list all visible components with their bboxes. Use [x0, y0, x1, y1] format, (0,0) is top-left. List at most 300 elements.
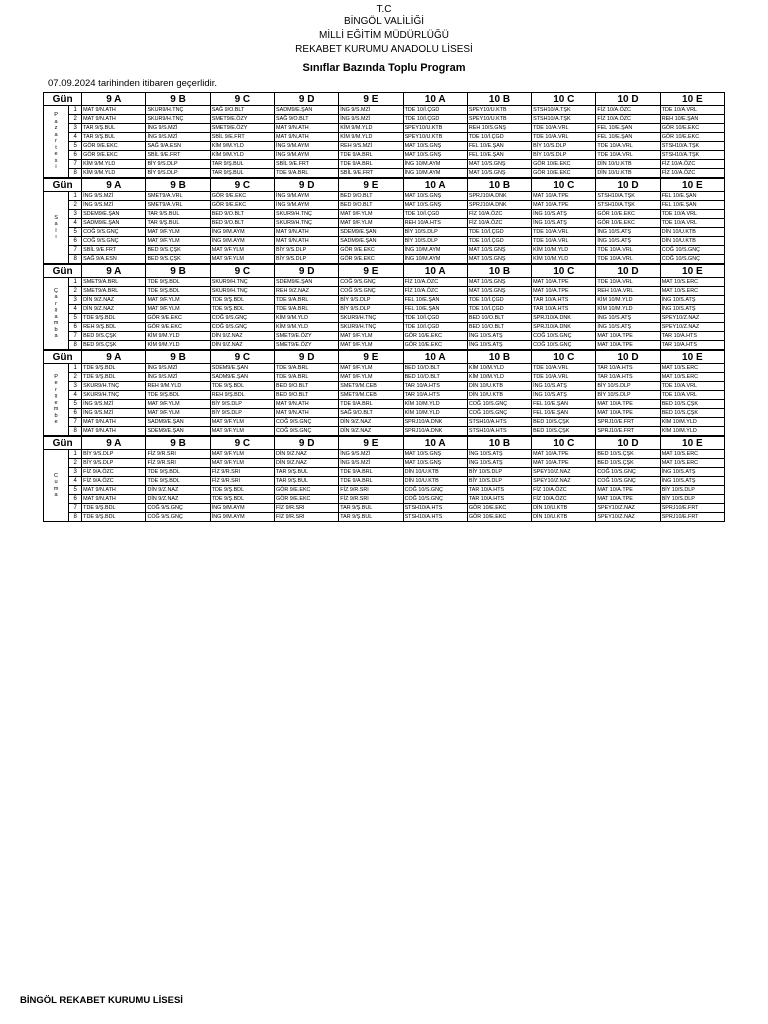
lesson-cell: FEL 10/E.ŞAN — [660, 192, 724, 201]
lesson-cell: FEL 10/E.ŞAN — [660, 201, 724, 210]
lesson-cell: TAR 9/S.BUL — [146, 210, 210, 219]
lesson-cell: TDE 9/Ş.BDL — [82, 373, 146, 382]
lesson-cell: MAT 9/N.ATH — [82, 418, 146, 427]
lesson-cell: SPEY10/Z.NAZ — [660, 314, 724, 323]
class-header: 9 B — [146, 93, 210, 106]
lesson-cell: SMET9/A.VRL — [146, 201, 210, 210]
lesson-cell: TDE 10/A.VRL — [532, 364, 596, 373]
period-row — [44, 373, 725, 382]
period-number: 3 — [69, 382, 82, 391]
period-row — [44, 400, 725, 409]
lesson-cell: DİN 9/Z.NAZ — [82, 296, 146, 305]
lesson-cell: İNG 10/S.ATŞ — [532, 210, 596, 219]
lesson-cell: SADM9/E.ŞAN — [82, 219, 146, 228]
lesson-cell: TDE 10/A.VRL — [660, 106, 724, 115]
lesson-cell: SPEY10/Z.NAZ — [532, 468, 596, 477]
lesson-cell: FİZ 10/A.ÖZC — [403, 287, 467, 296]
lesson-cell: MAT 10/A.TPE — [532, 192, 596, 201]
lesson-cell: FİZ 9/R.SRI — [146, 459, 210, 468]
period-number: 8 — [69, 513, 82, 522]
class-header: 9 E — [339, 351, 403, 364]
lesson-cell: SBİL 9/E.FRT — [82, 246, 146, 255]
lesson-cell: SDEM9/E.ŞAN — [146, 427, 210, 436]
lesson-cell: GÖR 10/E.EKC — [596, 219, 660, 228]
header-school: REKABET KURUMU ANADOLU LİSESİ — [295, 44, 473, 55]
lesson-cell: MAT 9/N.ATH — [82, 495, 146, 504]
lesson-cell: GÖR 9/E.EKC — [210, 192, 274, 201]
class-header: 10 B — [467, 437, 531, 450]
class-header: 9 D — [275, 179, 339, 192]
lesson-cell: GÖR 10/E.EKC — [532, 169, 596, 178]
lesson-cell: MAT 10/S.ERC — [660, 287, 724, 296]
lesson-cell: DİN 9/Z.NAZ — [210, 341, 274, 350]
day-table — [43, 178, 725, 264]
lesson-cell: MAT 10/S.GNŞ — [467, 246, 531, 255]
lesson-cell: TDE 9/A.BRL — [275, 169, 339, 178]
lesson-cell: TDE 10/A.VRL — [660, 219, 724, 228]
lesson-cell: BED 9/O.BLT — [210, 219, 274, 228]
class-header: 9 B — [146, 351, 210, 364]
lesson-cell: GÖR 10/E.EKC — [403, 332, 467, 341]
lesson-cell: SPRJ10/A.DNK — [403, 418, 467, 427]
lesson-cell: STSH10/A.HTS — [403, 504, 467, 513]
period-number: 6 — [69, 237, 82, 246]
lesson-cell: FEL 10/E.ŞAN — [532, 400, 596, 409]
lesson-cell: TAR 9/Ş.BUL — [339, 504, 403, 513]
lesson-cell: SDEM9/E.ŞAN — [82, 210, 146, 219]
lesson-cell: FEL 10/E.ŞAN — [467, 142, 531, 151]
lesson-cell: GÖR 10/E.EKC — [467, 513, 531, 522]
lesson-cell: MAT 10/S.ERC — [660, 373, 724, 382]
lesson-cell: FİZ 9/R.SRI — [275, 504, 339, 513]
lesson-cell: MAT 10/S.GNŞ — [467, 160, 531, 169]
lesson-cell: BİY 9/S.DLP — [339, 305, 403, 314]
lesson-cell: İNG 10/S.ATŞ — [596, 228, 660, 237]
lesson-cell: SPRJ10/A.DNK — [532, 314, 596, 323]
lesson-cell: KİM 10/M.YLD — [532, 255, 596, 264]
lesson-cell: TDE 9/Ş.BDL — [146, 468, 210, 477]
period-number: 6 — [69, 409, 82, 418]
lesson-cell: TDE 9/Ş.BDL — [82, 314, 146, 323]
lesson-cell: MAT 9/F.YLM — [339, 210, 403, 219]
lesson-cell: FİZ 9/R.SRI — [339, 495, 403, 504]
lesson-cell: TDE 9/A.BRL — [275, 364, 339, 373]
lesson-cell: TDE 10/İ.ÇGD — [467, 237, 531, 246]
lesson-cell: TDE 9/Ş.BDL — [82, 504, 146, 513]
lesson-cell: BED 9/O.BLT — [275, 391, 339, 400]
class-header: 10 E — [660, 265, 724, 278]
lesson-cell: REH 9/Z.NAZ — [275, 287, 339, 296]
lesson-cell: MAT 10/S.ERC — [660, 450, 724, 459]
lesson-cell: MAT 9/F.YLM — [210, 427, 274, 436]
day-table — [43, 92, 725, 178]
day-name: P a z a r t e s i — [44, 106, 69, 178]
lesson-cell: BİY 10/S.DLP — [403, 237, 467, 246]
lesson-cell: TDE 9/Ş.BDL — [210, 305, 274, 314]
period-row — [44, 409, 725, 418]
lesson-cell: TDE 9/Ş.BDL — [146, 391, 210, 400]
lesson-cell: MAT 9/F.YLM — [210, 450, 274, 459]
lesson-cell: TDE 9/A.BRL — [339, 477, 403, 486]
lesson-cell: FİZ 9/R.SRI — [275, 513, 339, 522]
lesson-cell: SKUR9/H.TNÇ — [210, 278, 274, 287]
class-header: 9 D — [275, 437, 339, 450]
lesson-cell: TAR 9/Ş.BUL — [275, 477, 339, 486]
lesson-cell: FİZ 10/A.ÖZC — [660, 160, 724, 169]
lesson-cell: FEL 10/E.ŞAN — [596, 124, 660, 133]
day-name: P e r ş e m b e — [44, 364, 69, 436]
period-number: 3 — [69, 468, 82, 477]
lesson-cell: BİY 10/S.DLP — [467, 468, 531, 477]
period-number: 1 — [69, 364, 82, 373]
lesson-cell: MAT 10/A.TPE — [596, 332, 660, 341]
lesson-cell: COĞ 9/S.GNÇ — [146, 513, 210, 522]
lesson-cell: İNG 10/S.ATŞ — [660, 477, 724, 486]
period-number: 1 — [69, 450, 82, 459]
lesson-cell: İNG 9/M.AYM — [275, 151, 339, 160]
lesson-cell: SMET9/E.ÖZY — [275, 341, 339, 350]
lesson-cell: KİM 10/M.YLD — [467, 373, 531, 382]
lesson-cell: KİM 9/M.YLD — [275, 323, 339, 332]
lesson-cell: REH 9/Ş.BDL — [210, 391, 274, 400]
date-note: 07.09.2024 tarihinden itibaren geçerlidir. — [48, 78, 218, 89]
lesson-cell: GÖR 9/E.EKC — [210, 201, 274, 210]
period-row — [44, 495, 725, 504]
class-header: 10 A — [403, 351, 467, 364]
lesson-cell: TDE 10/İ.ÇGD — [403, 323, 467, 332]
class-header: 10 C — [532, 351, 596, 364]
period-row — [44, 133, 725, 142]
period-number: 5 — [69, 400, 82, 409]
lesson-cell: SPEY10/U.KTB — [403, 124, 467, 133]
lesson-cell: GÖR 9/E.EKC — [146, 323, 210, 332]
lesson-cell: DİN 9/Z.NAZ — [339, 427, 403, 436]
lesson-cell: KİM 10/M.YLD — [403, 400, 467, 409]
lesson-cell: İNG 9/S.MZİ — [339, 459, 403, 468]
lesson-cell: SAĞ 9/O.BLT — [210, 106, 274, 115]
lesson-cell: MAT 10/S.GNŞ — [467, 169, 531, 178]
lesson-cell: SBİL 9/E.FRT — [210, 133, 274, 142]
lesson-cell: TDE 10/İ.ÇGD — [467, 228, 531, 237]
period-row — [44, 486, 725, 495]
class-header: 10 A — [403, 437, 467, 450]
class-header: 9 A — [82, 437, 146, 450]
day-table — [43, 436, 725, 522]
lesson-cell: İNG 9/S.MZİ — [339, 115, 403, 124]
lesson-cell: BED 10/S.ÇŞK — [660, 409, 724, 418]
lesson-cell: DİN 9/Z.NAZ — [82, 305, 146, 314]
schedule — [43, 92, 725, 522]
day-header-row — [44, 265, 725, 278]
lesson-cell: İNG 10/S.ATŞ — [467, 459, 531, 468]
lesson-cell: SADM9/E.ŞAN — [146, 418, 210, 427]
period-number: 2 — [69, 115, 82, 124]
class-header: 10 E — [660, 437, 724, 450]
lesson-cell: FİZ 9/R.SRI — [210, 477, 274, 486]
lesson-cell: TAR 10/A.HTS — [403, 382, 467, 391]
period-number: 4 — [69, 219, 82, 228]
lesson-cell: GÖR 10/E.EKC — [467, 504, 531, 513]
period-row — [44, 305, 725, 314]
lesson-cell: SPEY10/Z.NAZ — [660, 323, 724, 332]
period-row — [44, 427, 725, 436]
lesson-cell: BED 10/S.ÇŞK — [660, 400, 724, 409]
lesson-cell: COĞ 9/S.GNÇ — [210, 323, 274, 332]
lesson-cell: GÖR 10/E.EKC — [596, 210, 660, 219]
lesson-cell: SBİL 9/E.FRT — [146, 151, 210, 160]
lesson-cell: SKUR9/H.TNÇ — [146, 106, 210, 115]
period-row — [44, 246, 725, 255]
class-header: 10 B — [467, 351, 531, 364]
lesson-cell: DİN 10/U.KTB — [403, 468, 467, 477]
lesson-cell: MAT 10/S.GNŞ — [403, 142, 467, 151]
lesson-cell: İNG 10/S.ATŞ — [532, 219, 596, 228]
lesson-cell: BED 10/O.BLT — [467, 314, 531, 323]
class-header: 9 D — [275, 93, 339, 106]
lesson-cell: İNG 10/S.ATŞ — [596, 323, 660, 332]
lesson-cell: BİY 10/S.DLP — [596, 391, 660, 400]
class-header: 10 C — [532, 179, 596, 192]
lesson-cell: MAT 10/S.GNŞ — [403, 201, 467, 210]
period-number: 3 — [69, 124, 82, 133]
class-header: 10 E — [660, 179, 724, 192]
lesson-cell: SPEY10/Z.NAZ — [532, 477, 596, 486]
day-table — [43, 350, 725, 436]
lesson-cell: İNG 9/S.MZİ — [82, 192, 146, 201]
lesson-cell: SKUR9/H.TNÇ — [82, 382, 146, 391]
lesson-cell: SDEM9/E.ŞAN — [275, 278, 339, 287]
gun-label: Gün — [44, 93, 82, 106]
lesson-cell: SPRJ10/E.FRT — [596, 427, 660, 436]
lesson-cell: MAT 9/F.YLM — [146, 296, 210, 305]
lesson-cell: SPRJ10/E.FRT — [660, 513, 724, 522]
class-header: 9 B — [146, 179, 210, 192]
lesson-cell: MAT 10/S.GNŞ — [467, 255, 531, 264]
lesson-cell: SMET9/A.BRL — [82, 278, 146, 287]
period-row — [44, 504, 725, 513]
lesson-cell: COĞ 9/S.GNÇ — [146, 504, 210, 513]
lesson-cell: MAT 9/F.YLM — [210, 459, 274, 468]
lesson-cell: KİM 10/M.YLD — [660, 418, 724, 427]
lesson-cell: GÖR 9/E.EKC — [275, 486, 339, 495]
lesson-cell: SPEY10/U.KTB — [467, 115, 531, 124]
lesson-cell: SKUR9/H.TNÇ — [275, 210, 339, 219]
lesson-cell: SDEM9/E.ŞAN — [339, 228, 403, 237]
lesson-cell: TDE 10/A.VRL — [596, 142, 660, 151]
day-header-row — [44, 93, 725, 106]
lesson-cell: TDE 9/Ş.BDL — [210, 296, 274, 305]
period-row — [44, 151, 725, 160]
class-header: 9 C — [210, 351, 274, 364]
lesson-cell: COĞ 10/S.GNÇ — [403, 495, 467, 504]
lesson-cell: SMET9/M.CEB — [339, 382, 403, 391]
gun-label: Gün — [44, 265, 82, 278]
lesson-cell: STSH10/A.TŞK — [532, 106, 596, 115]
lesson-cell: TDE 9/A.BRL — [275, 373, 339, 382]
lesson-cell: SMET9/E.ÖZY — [210, 124, 274, 133]
lesson-cell: KİM 9/M.YLD — [146, 332, 210, 341]
period-row — [44, 450, 725, 459]
lesson-cell: TDE 9/Ş.BDL — [210, 495, 274, 504]
lesson-cell: BİY 10/S.DLP — [660, 495, 724, 504]
lesson-cell: REH 10/A.HTS — [403, 219, 467, 228]
period-number: 7 — [69, 418, 82, 427]
class-header: 9 E — [339, 179, 403, 192]
lesson-cell: BED 9/S.ÇŞK — [146, 255, 210, 264]
lesson-cell: STSH10/A.TŞK — [596, 192, 660, 201]
period-row — [44, 513, 725, 522]
class-header: 10 D — [596, 265, 660, 278]
lesson-cell: MAT 10/S.ERC — [660, 364, 724, 373]
period-number: 4 — [69, 477, 82, 486]
period-number: 2 — [69, 287, 82, 296]
lesson-cell: KİM 10/M.YLD — [532, 246, 596, 255]
class-header: 10 D — [596, 179, 660, 192]
lesson-cell: STSH10/A.HTS — [467, 427, 531, 436]
period-number: 2 — [69, 373, 82, 382]
lesson-cell: KİM 9/M.YLD — [210, 142, 274, 151]
lesson-cell: GÖR 10/E.EKC — [660, 124, 724, 133]
lesson-cell: REH 10/A.VRL — [596, 287, 660, 296]
lesson-cell: SMET9/E.ÖZY — [210, 115, 274, 124]
period-number: 6 — [69, 495, 82, 504]
lesson-cell: TDE 10/İ.ÇGD — [403, 210, 467, 219]
lesson-cell: BİY 10/S.DLP — [467, 477, 531, 486]
lesson-cell: BED 10/S.ÇŞK — [596, 450, 660, 459]
period-number: 7 — [69, 160, 82, 169]
lesson-cell: BED 10/S.ÇŞK — [532, 427, 596, 436]
lesson-cell: MAT 9/F.YLM — [210, 246, 274, 255]
lesson-cell: STSH10/A.TŞK — [596, 201, 660, 210]
lesson-cell: FİZ 10/A.ÖZC — [532, 495, 596, 504]
period-row — [44, 210, 725, 219]
lesson-cell: BİY 9/S.DLP — [339, 296, 403, 305]
lesson-cell: BİY 9/S.DLP — [146, 160, 210, 169]
lesson-cell: MAT 9/N.ATH — [82, 486, 146, 495]
lesson-cell: FİZ 9/R.SRI — [146, 450, 210, 459]
lesson-cell: SPRJ10/A.DNK — [467, 192, 531, 201]
period-row — [44, 391, 725, 400]
lesson-cell: BİY 9/S.DLP — [275, 246, 339, 255]
lesson-cell: FİZ 10/A.ÖZC — [467, 219, 531, 228]
class-header: 9 E — [339, 93, 403, 106]
class-header: 9 B — [146, 265, 210, 278]
period-number: 8 — [69, 427, 82, 436]
lesson-cell: BİY 10/S.DLP — [660, 486, 724, 495]
lesson-cell: TDE 9/Ş.BDL — [82, 513, 146, 522]
lesson-cell: İNG 9/M.AYM — [275, 192, 339, 201]
class-header: 9 A — [82, 179, 146, 192]
lesson-cell: BED 9/S.ÇŞK — [146, 246, 210, 255]
lesson-cell: İNG 10/S.ATŞ — [467, 332, 531, 341]
period-row — [44, 228, 725, 237]
day-name: C u m a — [44, 450, 69, 522]
lesson-cell: SADM9/E.ŞAN — [210, 373, 274, 382]
lesson-cell: DİN 10/U.KTB — [596, 169, 660, 178]
class-header: 9 C — [210, 179, 274, 192]
lesson-cell: İNG 9/S.MZİ — [146, 133, 210, 142]
lesson-cell: BED 10/O.BLT — [467, 323, 531, 332]
lesson-cell: İNG 10/S.ATŞ — [660, 468, 724, 477]
lesson-cell: TAR 10/A.HTS — [467, 495, 531, 504]
lesson-cell: İNG 10/M.AYM — [403, 255, 467, 264]
lesson-cell: BED 10/S.ÇŞK — [532, 418, 596, 427]
lesson-cell: MAT 9/N.ATH — [275, 400, 339, 409]
lesson-cell: FİZ 9/R.SRI — [339, 486, 403, 495]
lesson-cell: SKUR9/H.TNÇ — [339, 323, 403, 332]
lesson-cell: TDE 10/A.VRL — [532, 373, 596, 382]
lesson-cell: TDE 10/A.VRL — [596, 151, 660, 160]
lesson-cell: COĞ 10/S.GNÇ — [467, 409, 531, 418]
lesson-cell: İNG 9/M.AYM — [210, 228, 274, 237]
lesson-cell: BED 9/S.ÇŞK — [82, 332, 146, 341]
lesson-cell: MAT 10/A.TPE — [532, 450, 596, 459]
lesson-cell: TDE 10/İ.ÇGD — [403, 106, 467, 115]
lesson-cell: DİN 10/U.KTB — [532, 513, 596, 522]
lesson-cell: COĞ 10/S.GNÇ — [403, 486, 467, 495]
lesson-cell: TAR 9/Ş.BUL — [146, 219, 210, 228]
lesson-cell: KİM 9/M.YLD — [82, 160, 146, 169]
lesson-cell: TAR 10/A.HTS — [532, 305, 596, 314]
lesson-cell: COĞ 10/S.GNÇ — [467, 400, 531, 409]
lesson-cell: İNG 9/S.MZİ — [82, 409, 146, 418]
lesson-cell: KİM 9/M.YLD — [339, 133, 403, 142]
lesson-cell: FİZ 10/A.ÖZC — [532, 486, 596, 495]
lesson-cell: KİM 10/M.YLD — [596, 305, 660, 314]
class-header: 10 D — [596, 93, 660, 106]
lesson-cell: BED 9/O.BLT — [275, 382, 339, 391]
lesson-cell: MAT 10/A.TPE — [596, 486, 660, 495]
header-tc: T.C — [376, 4, 392, 15]
lesson-cell: DİN 10/U.KTB — [660, 228, 724, 237]
lesson-cell: MAT 10/A.TPE — [532, 278, 596, 287]
lesson-cell: MAT 9/N.ATH — [275, 237, 339, 246]
lesson-cell: BED 10/S.ÇŞK — [596, 459, 660, 468]
period-number: 7 — [69, 246, 82, 255]
period-number: 4 — [69, 391, 82, 400]
lesson-cell: TAR 10/A.HTS — [467, 486, 531, 495]
class-header: 10 A — [403, 93, 467, 106]
lesson-cell: MAT 9/N.ATH — [275, 133, 339, 142]
lesson-cell: SMET9/M.CEB — [339, 391, 403, 400]
lesson-cell: COĞ 10/S.GNÇ — [596, 468, 660, 477]
lesson-cell: SPEY10/Z.NAZ — [596, 513, 660, 522]
lesson-cell: SMET9/E.ÖZY — [275, 332, 339, 341]
period-row — [44, 192, 725, 201]
lesson-cell: İNG 10/M.AYM — [403, 160, 467, 169]
lesson-cell: MAT 9/F.YLM — [339, 219, 403, 228]
lesson-cell: DİN 9/Z.NAZ — [275, 459, 339, 468]
period-number: 5 — [69, 142, 82, 151]
gun-label: Gün — [44, 179, 82, 192]
lesson-cell: COĞ 9/S.GNÇ — [275, 418, 339, 427]
lesson-cell: GÖR 9/E.EKC — [82, 142, 146, 151]
lesson-cell: MAT 10/A.TPE — [596, 400, 660, 409]
period-row — [44, 106, 725, 115]
period-row — [44, 341, 725, 350]
lesson-cell: SPRJ10/A.DNK — [403, 427, 467, 436]
lesson-cell: GÖR 10/E.EKC — [532, 160, 596, 169]
period-row — [44, 169, 725, 178]
lesson-cell: DİN 9/Z.NAZ — [146, 495, 210, 504]
lesson-cell: SAĞ 9/A.ESN — [82, 255, 146, 264]
lesson-cell: TDE 10/İ.ÇGD — [403, 314, 467, 323]
lesson-cell: DİN 10/U.KTB — [596, 160, 660, 169]
lesson-cell: TDE 10/İ.ÇGD — [467, 305, 531, 314]
period-number: 5 — [69, 228, 82, 237]
lesson-cell: MAT 9/N.ATH — [275, 409, 339, 418]
lesson-cell: REH 10/E.ŞAN — [660, 115, 724, 124]
